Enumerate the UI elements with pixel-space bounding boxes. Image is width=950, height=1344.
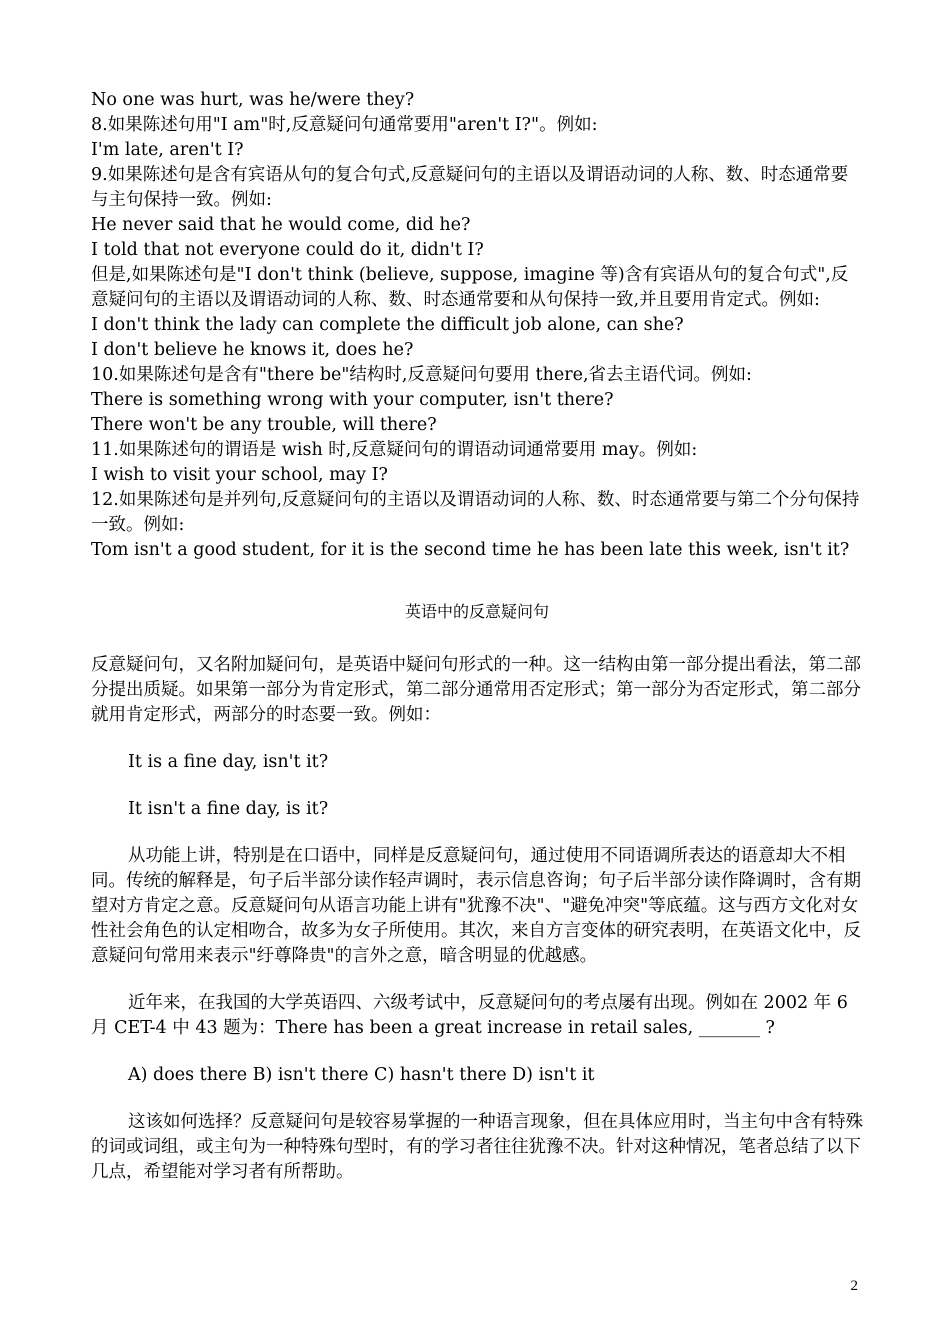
rule-9-text: 9.如果陈述句是含有宾语从句的复合句式,反意疑问句的主语以及谓语动词的人称、数、时态通常要与主句保持一致。例如: bbox=[91, 165, 849, 210]
example-line: He never said that he would come, did he? bbox=[91, 215, 471, 235]
example-line: I told that not everyone could do it, didn't I? bbox=[91, 240, 484, 260]
rule-8-text: 8.如果陈述句用"I am"时,反意疑问句通常要用"aren't I?"。例如: bbox=[91, 115, 598, 135]
example-line: There won't be any trouble, will there? bbox=[91, 415, 437, 435]
example-line: Tom isn't a good student, for it is the second time he has been late this week, isn't it? bbox=[91, 540, 850, 560]
rule-9-exception-text: 但是,如果陈述句是"I don't think (believe, suppose, imagine 等)含有宾语从句的复合句式",反意疑问句的主语以及谓语动词的人称、数、时态通常要和从句保持一致,并且要用肯定式。例如: bbox=[91, 265, 849, 310]
page-content bbox=[91, 88, 863, 1207]
example-sentence: It isn't a fine day, is it? bbox=[128, 799, 329, 819]
page-number: 2 bbox=[850, 1278, 858, 1294]
example-line: I don't think the lady can complete the difficult job alone, can she? bbox=[91, 315, 684, 335]
example-sentence: It is a fine day, isn't it? bbox=[128, 752, 329, 772]
example-line: I don't believe he knows it, does he? bbox=[91, 340, 414, 360]
text-line: No one was hurt, was he/were they? bbox=[91, 90, 415, 110]
function-paragraph: 从功能上讲，特别是在口语中，同样是反意疑问句，通过使用不同语调所表达的语意却大不相同。传统的解释是，句子后半部分读作轻声调时，表示信息咨询；句子后半部分读作降调时，含有期望对方肯定之意。反意疑问句从语言功能上讲有"犹豫不决"、"避免冲突"等底蕴。这与西方文化对女性社会角色的认定相吻合，故多为女子所使用。其次，来自方言变体的研究表明，在英语文化中，反意疑问句常用来表示"纡尊降贵"的言外之意，暗含明显的优越感。 bbox=[91, 846, 861, 966]
example-line: I'm late, aren't I? bbox=[91, 140, 244, 160]
rule-11-text: 11.如果陈述句的谓语是 wish 时,反意疑问句的谓语动词通常要用 may。例如: bbox=[91, 440, 698, 460]
intro-paragraph: 反意疑问句，又名附加疑问句，是英语中疑问句形式的一种。这一结构由第一部分提出看法，第二部分提出质疑。如果第一部分为肯定形式，第二部分通常用否定形式；第一部分为否定形式，第二部分就用肯定形式，两部分的时态要一致。例如： bbox=[91, 655, 861, 725]
rule-10-text: 10.如果陈述句是含有"there be"结构时,反意疑问句要用 there,省去主语代词。例如: bbox=[91, 365, 752, 385]
summary-paragraph: 这该如何选择？反意疑问句是较容易掌握的一种语言现象，但在具体应用时，当主句中含有特殊的词或词组，或主句为一种特殊句型时，有的学习者往往犹豫不决。针对这种情况，笔者总结了以下几点，希望能对学习者有所帮助。 bbox=[91, 1112, 863, 1182]
example-line: There is something wrong with your computer, isn't there? bbox=[91, 390, 614, 410]
example-line: I wish to visit your school, may I? bbox=[91, 465, 388, 485]
exam-paragraph: 近年来，在我国的大学英语四、六级考试中，反意疑问句的考点屡有出现。例如在 2002 年 6 月 CET-4 中 43 题为：There has been a great increase in retail sales, _______ ? bbox=[91, 993, 848, 1038]
section-title: 英语中的反意疑问句 bbox=[404, 602, 549, 621]
answer-options: A) does there B) isn't there C) hasn't there D) isn't it bbox=[128, 1065, 595, 1085]
rule-12-text: 12.如果陈述句是并列句,反意疑问句的主语以及谓语动词的人称、数、时态通常要与第二个分句保持一致。例如: bbox=[91, 490, 860, 535]
